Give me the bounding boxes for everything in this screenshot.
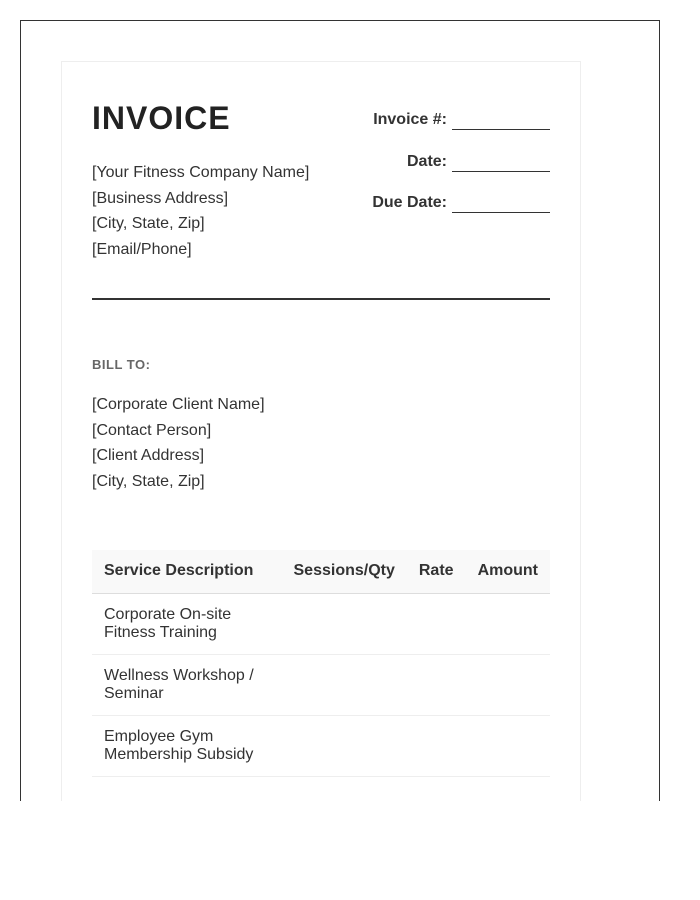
client-address: [Client Address] <box>92 447 205 465</box>
bill-to-heading: BILL TO: <box>92 357 151 372</box>
row-qty <box>280 715 407 776</box>
row-qty <box>280 654 407 715</box>
bill-to-info <box>92 392 265 494</box>
header-sessions-qty: Sessions/Qty <box>280 550 407 593</box>
due-date-row <box>372 193 550 213</box>
table-row <box>92 654 550 715</box>
company-contact: [Email/Phone] <box>92 240 192 258</box>
company-address: [Business Address] <box>92 189 229 207</box>
table-header-row <box>92 550 550 593</box>
invoice-title: INVOICE <box>92 100 231 136</box>
invoice-number-label: Invoice #: <box>373 111 447 128</box>
due-date-label: Due Date: <box>372 194 447 211</box>
header-service-description: Service Description <box>92 550 280 593</box>
row-amount <box>466 715 550 776</box>
invoice-date-blank <box>452 154 550 172</box>
row-amount <box>466 654 550 715</box>
table-row <box>92 593 550 654</box>
header-rate: Rate <box>407 550 466 593</box>
due-date-blank <box>452 195 550 213</box>
row-description: Wellness Workshop / Seminar <box>92 654 280 715</box>
invoice-meta <box>372 110 550 235</box>
client-name: [Corporate Client Name] <box>92 396 265 413</box>
table-row <box>92 715 550 776</box>
invoice-date-row <box>372 152 550 172</box>
row-amount <box>466 593 550 654</box>
company-city-state-zip: [City, State, Zip] <box>92 215 205 233</box>
row-qty <box>280 593 407 654</box>
company-info <box>92 160 309 262</box>
row-rate <box>407 593 466 654</box>
client-contact-person: [Contact Person] <box>92 421 212 439</box>
invoice-number-row <box>372 110 550 130</box>
invoice-page <box>61 61 581 801</box>
row-description: Employee Gym Membership Subsidy <box>92 715 280 776</box>
company-name: [Your Fitness Company Name] <box>92 164 310 181</box>
header-amount: Amount <box>466 550 550 593</box>
invoice-number-blank <box>452 112 550 130</box>
row-description: Corporate On-site Fitness Training <box>92 593 280 654</box>
client-city-state-zip: [City, State, Zip] <box>92 472 205 490</box>
invoice-date-label: Date: <box>406 152 447 170</box>
header-divider <box>92 298 550 300</box>
row-rate <box>407 715 466 776</box>
services-table <box>92 550 550 777</box>
row-rate <box>407 654 466 715</box>
